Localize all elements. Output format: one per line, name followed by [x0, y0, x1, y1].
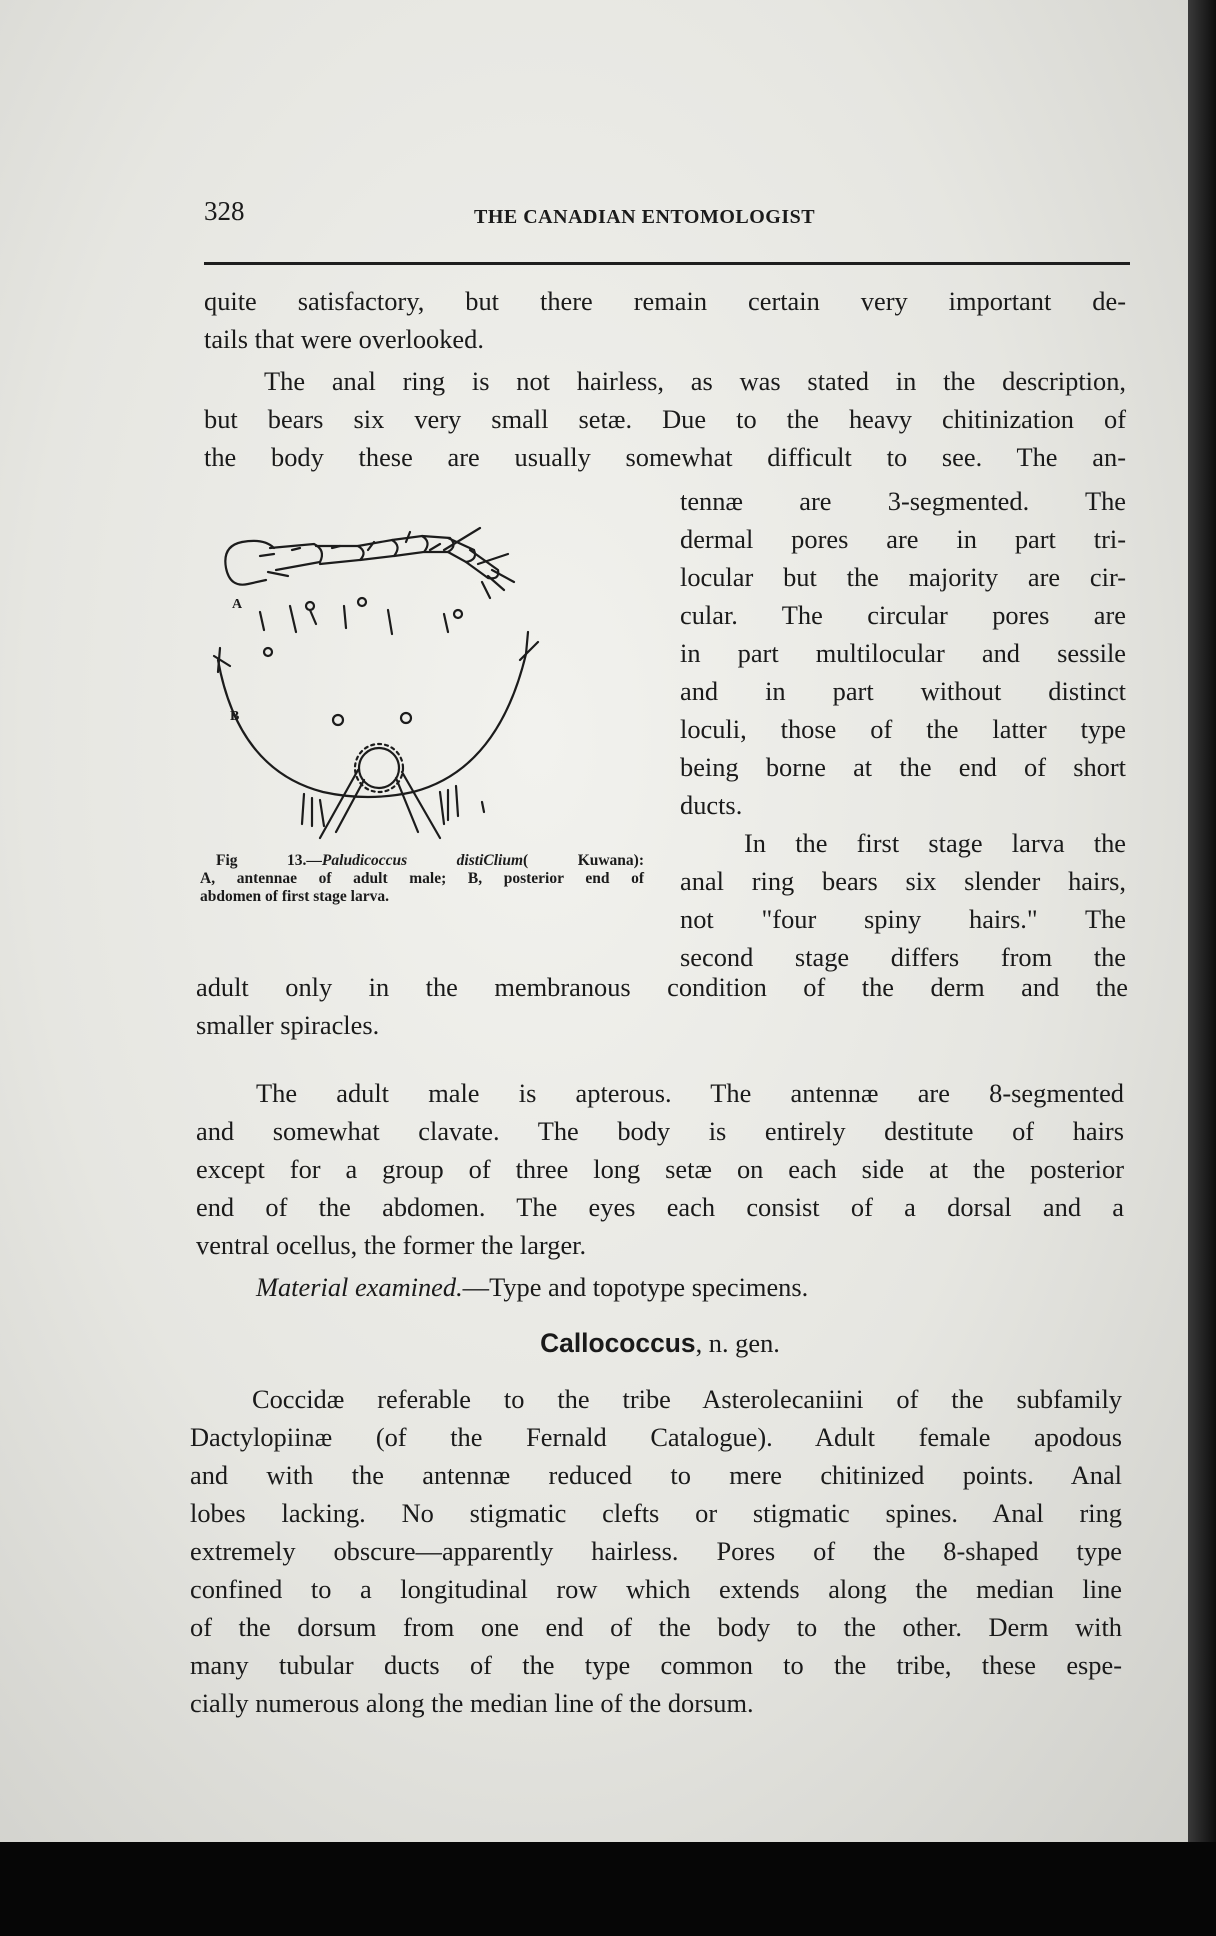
text-line: and somewhat clavate. The body is entirely destitute of hairs — [196, 1116, 1124, 1146]
paragraph-intro — [204, 282, 1126, 476]
text-line: except for a group of three long setæ on each side at the posterior — [196, 1154, 1124, 1184]
text-line: ducts. — [680, 790, 743, 820]
text-line: confined to a longitudinal row which extends along the median line — [190, 1574, 1122, 1604]
text-line: smaller spiracles. — [196, 1010, 380, 1040]
figure-label-b: B — [230, 709, 240, 724]
text-line: locular but the majority are cir- — [680, 562, 1126, 592]
text-line: cially numerous along the median line of the dorsum. — [190, 1688, 754, 1718]
journal-title: THE CANADIAN ENTOMOLOGIST — [474, 206, 816, 228]
text-line: of the dorsum from one end of the body to the other. Derm with — [190, 1612, 1122, 1642]
antenna-drawing — [225, 528, 514, 598]
text-line: dermal pores are in part tri- — [680, 524, 1126, 554]
text-line: in part multilocular and sessile — [680, 638, 1126, 668]
header-rule — [204, 262, 1130, 265]
text-line: The anal ring is not hairless, as was stated in the description, — [264, 366, 1126, 396]
figure-side-column — [680, 482, 1126, 976]
paragraph-genus-description — [190, 1380, 1122, 1722]
figure-label-a: A — [232, 597, 243, 612]
text-line: lobes lacking. No stigmatic clefts or stigmatic spines. Anal ring — [190, 1498, 1122, 1528]
text-line: quite satisfactory, but there remain certain very important de- — [204, 286, 1126, 316]
paragraph-adult-male — [196, 1074, 1124, 1306]
text-line: The adult male is apterous. The antennæ are 8-segmented — [256, 1078, 1124, 1108]
text-line: end of the abdomen. The eyes each consist of a dorsal and a — [196, 1192, 1124, 1222]
text-line: second stage differs from the — [680, 942, 1126, 972]
caption-species: Paludicoccus distiClium — [321, 852, 524, 869]
material-examined-label: Material examined. — [256, 1272, 463, 1302]
caption-author: ( Kuwana): — [523, 852, 645, 869]
figure-caption — [200, 852, 644, 906]
text-line: extremely obscure—apparently hairless. Pores of the 8-shaped type — [190, 1536, 1122, 1566]
caption-fig-number: Fig 13.— — [216, 852, 322, 869]
text-line: tennæ are 3-segmented. The — [680, 486, 1126, 516]
figure-13 — [208, 520, 656, 840]
caption-line-3: abdomen of first stage larva. — [200, 888, 389, 905]
genus-name: Callococcus — [540, 1328, 696, 1358]
text-line: being borne at the end of short — [680, 752, 1126, 782]
text-line: anal ring bears six slender hairs, — [680, 866, 1126, 896]
paragraph-larva-end — [196, 968, 1128, 1044]
text-line: and with the antennæ reduced to mere chitinized points. Anal — [190, 1460, 1122, 1490]
text-line: ventral ocellus, the former the larger. — [196, 1230, 587, 1260]
figure-13-drawing — [208, 520, 656, 840]
genus-suffix: , n. gen. — [695, 1328, 780, 1358]
abdomen-drawing — [214, 598, 538, 838]
text-line: but bears six very small setæ. Due to the heavy chitinization of — [204, 404, 1126, 434]
page-number: 328 — [204, 196, 245, 226]
text-line: loculi, those of the latter type — [680, 714, 1126, 744]
text-line: adult only in the membranous condition of the derm and the — [196, 972, 1128, 1002]
text-line: many tubular ducts of the type common to the tribe, these espe- — [190, 1650, 1122, 1680]
genus-heading — [196, 1328, 1124, 1359]
scan-frame-right — [1188, 0, 1216, 1936]
material-examined-text: —Type and topotype specimens. — [462, 1272, 809, 1302]
text-line: In the first stage larva the — [744, 828, 1126, 858]
text-line: the body these are usually somewhat difficult to see. The an- — [204, 442, 1126, 472]
text-line: Dactylopiinæ (of the Fernald Catalogue). Adult female apodous — [190, 1422, 1122, 1452]
caption-line-2: A, antennae of adult male; B, posterior end of — [200, 870, 644, 887]
text-line: cular. The circular pores are — [680, 600, 1126, 630]
caption-line-1 — [200, 852, 644, 870]
running-header — [204, 196, 1130, 236]
scan-frame-bottom — [0, 1842, 1216, 1936]
text-line: tails that were overlooked. — [204, 324, 484, 354]
material-examined-line — [196, 1268, 1124, 1306]
text-line: not "four spiny hairs." The — [680, 904, 1126, 934]
text-line: and in part without distinct — [680, 676, 1126, 706]
text-line: Coccidæ referable to the tribe Asterolecaniini of the subfamily — [252, 1384, 1122, 1414]
